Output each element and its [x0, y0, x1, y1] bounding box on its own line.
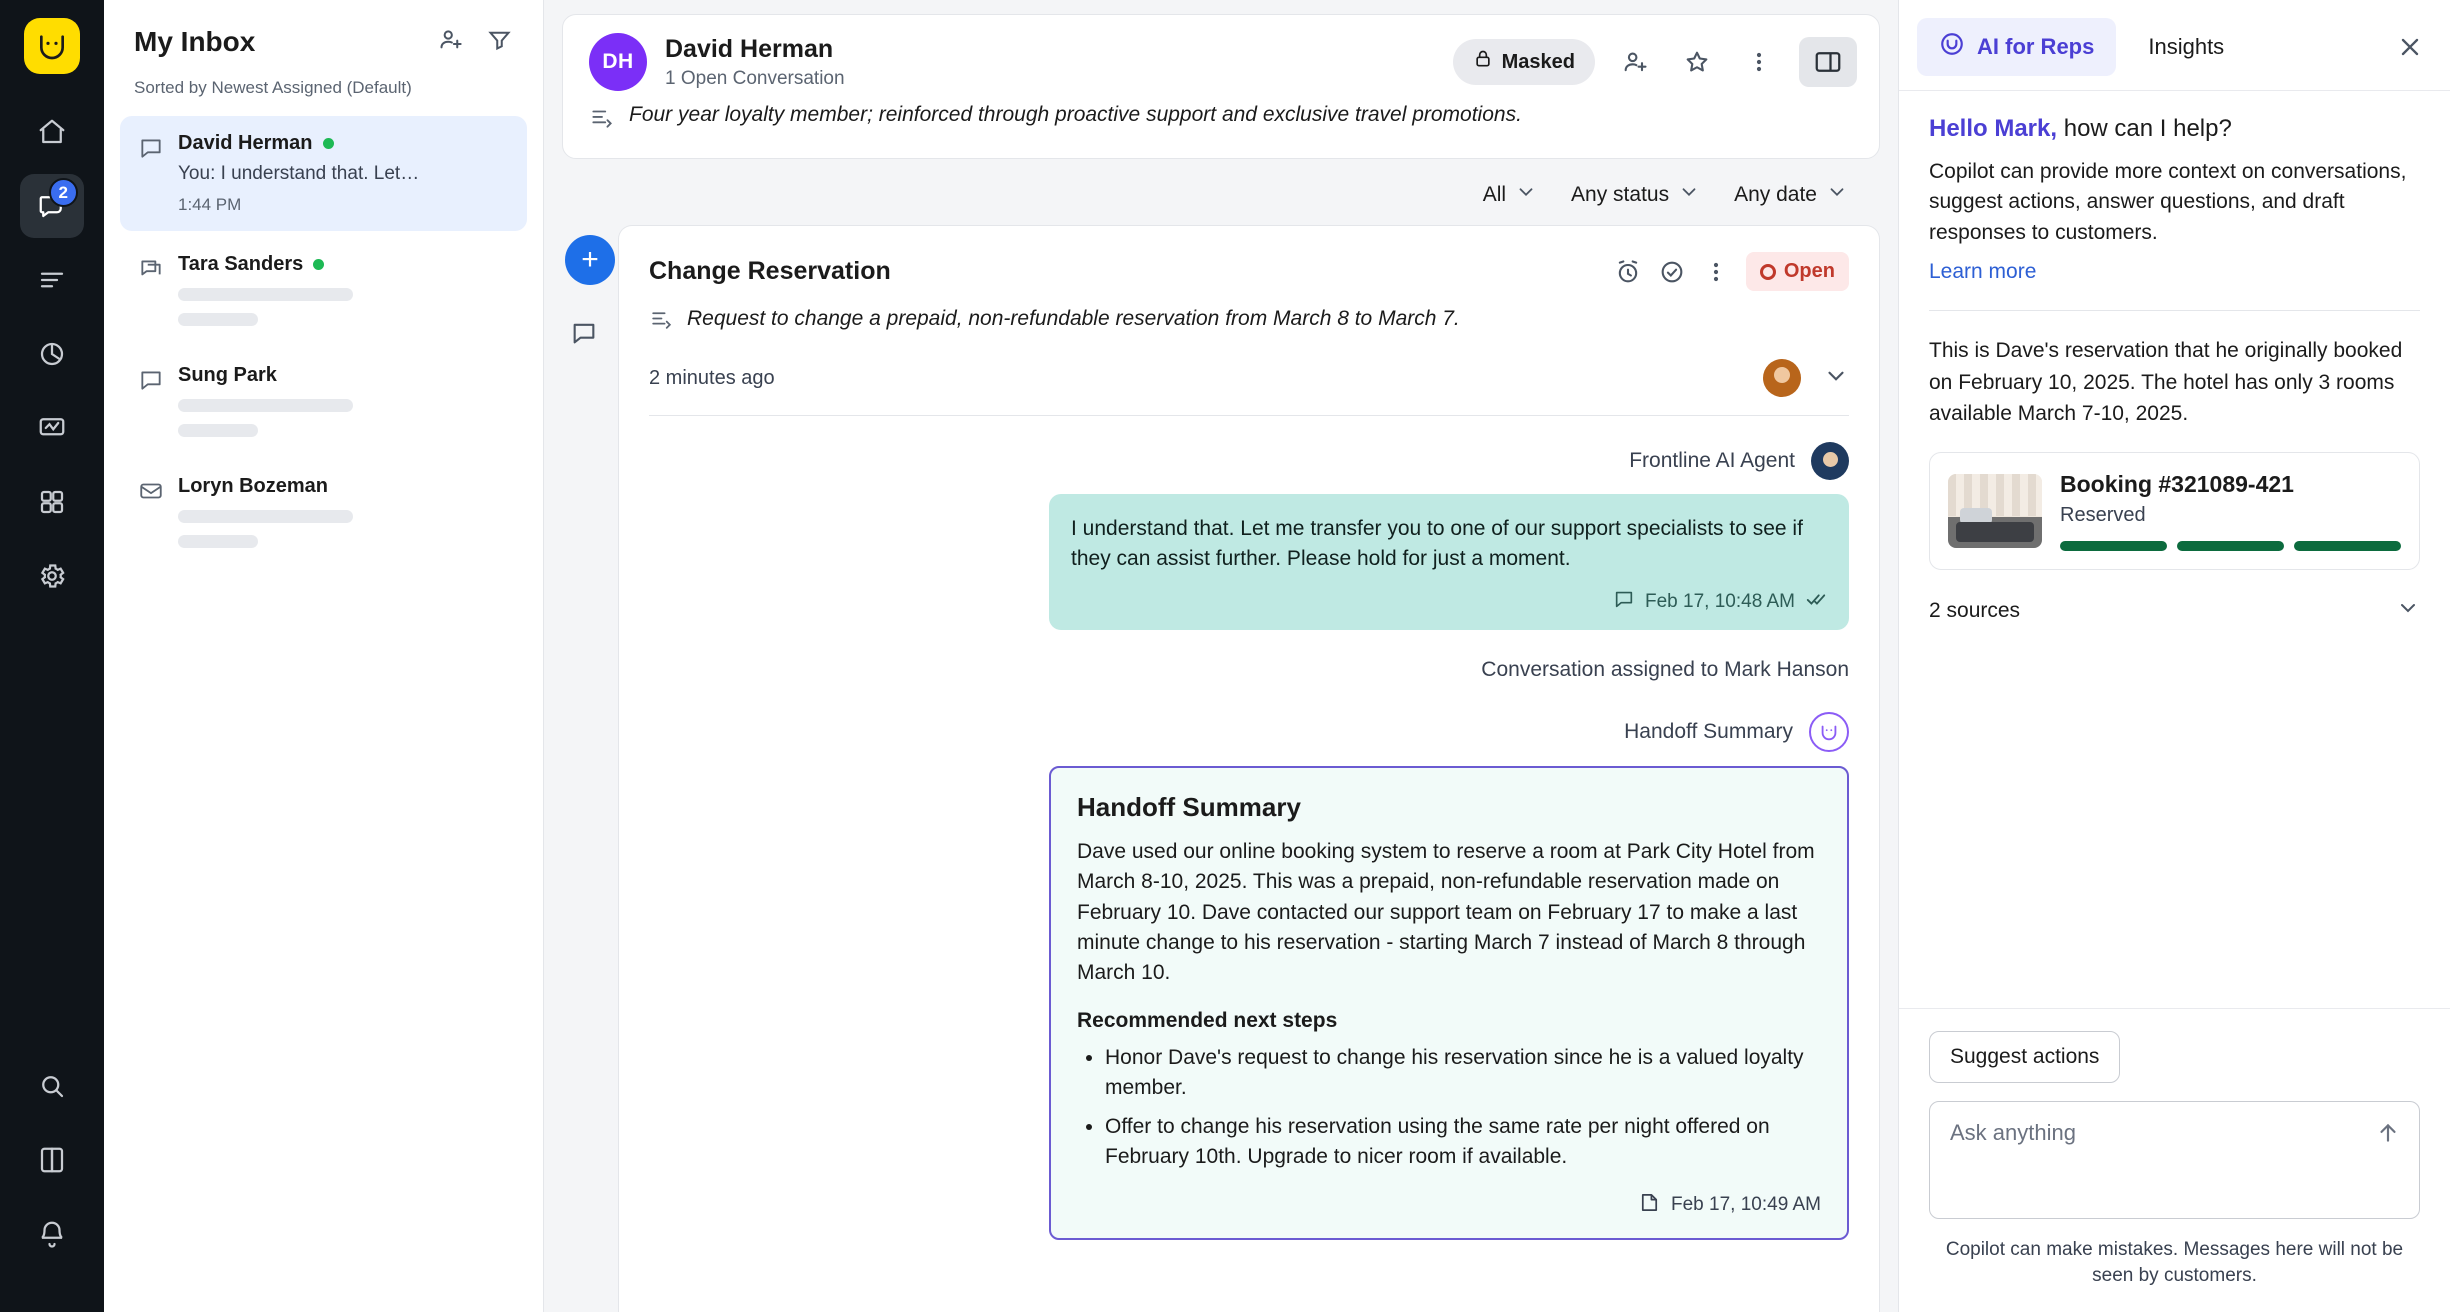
conversation-summary-text: Four year loyalty member; reinforced through proactive support and exclusive travel promotions. [629, 103, 1522, 126]
preview-placeholder-bar [178, 399, 353, 412]
filter-icon[interactable] [486, 26, 513, 58]
learn-more-link[interactable]: Learn more [1929, 260, 2037, 284]
online-status-dot [323, 138, 334, 149]
star-icon[interactable] [1675, 40, 1719, 84]
rail-item-inbox[interactable] [20, 174, 84, 238]
copilot-icon [1809, 712, 1849, 752]
list-item-sung-park[interactable] [120, 348, 527, 453]
thread-title: Change Reservation [649, 257, 891, 285]
online-status-dot [313, 259, 324, 270]
message-sender: Frontline AI Agent [1629, 449, 1795, 472]
handoff-bullet: • Honor Dave's request to change his reservation since he is a valued loyalty member. [1105, 1043, 1821, 1104]
filter-all[interactable] [1483, 181, 1537, 209]
filter-status[interactable] [1571, 181, 1700, 209]
list-item-preview: You: I understand that. Let… [178, 163, 420, 184]
tab-insights[interactable] [2126, 21, 2246, 73]
ask-anything-placeholder: Ask anything [1950, 1119, 2076, 1145]
list-item-name: David Herman [178, 132, 313, 154]
rail-item-knowledge[interactable] [20, 1128, 84, 1192]
open-status-dot [1760, 264, 1776, 280]
sources-toggle[interactable] [1929, 596, 2420, 626]
status-badge-open [1746, 252, 1849, 291]
tab-insights-label: Insights [2148, 34, 2225, 59]
assign-person-icon[interactable] [1613, 40, 1657, 84]
masked-label: Masked [1501, 50, 1575, 73]
inbox-unread-badge: 2 [49, 178, 78, 207]
snooze-icon[interactable] [1614, 258, 1642, 286]
thread-gutter [562, 225, 618, 1312]
filter-status-label: Any status [1571, 183, 1670, 206]
filter-all-label: All [1482, 183, 1507, 206]
copilot-body [1899, 91, 2450, 1008]
copilot-panel [1898, 0, 2450, 1312]
thread-filters [562, 159, 1880, 225]
side-panel-icon[interactable] [1799, 37, 1857, 87]
divider [1929, 310, 2420, 311]
note-icon [1638, 1191, 1661, 1220]
preview-placeholder-bar [178, 288, 353, 301]
system-event: Conversation assigned to Mark Hanson [1481, 657, 1849, 681]
booking-card[interactable] [1929, 452, 2420, 570]
list-item-name: Loryn Bozeman [178, 475, 329, 497]
thread-header [649, 252, 1849, 291]
add-person-icon[interactable] [437, 26, 464, 58]
chevron-down-icon [2396, 596, 2420, 626]
preview-placeholder-bar [178, 510, 353, 523]
chevron-down-icon [1826, 181, 1848, 209]
list-item-tara-sanders[interactable] [120, 237, 527, 342]
list-item-david-herman[interactable] [120, 116, 527, 231]
conversation-header [563, 15, 1879, 103]
new-conversation-button[interactable]: + [565, 235, 615, 285]
open-status-label: Open [1783, 260, 1835, 282]
chat-alt-icon [138, 253, 164, 326]
hotel-room-image [1948, 474, 2042, 548]
list-item-loryn-bozeman[interactable] [120, 459, 527, 564]
thread-subject [649, 307, 1849, 337]
rail-item-reports[interactable] [20, 322, 84, 386]
list-item-name: Tara Sanders [178, 253, 304, 275]
left-nav-rail [0, 0, 104, 1312]
handoff-label: Handoff Summary [1624, 719, 1793, 743]
lock-icon [1473, 49, 1493, 75]
tab-ai-for-reps[interactable] [1917, 18, 2116, 76]
status-badge-masked[interactable] [1453, 39, 1595, 85]
rail-item-notifications[interactable] [20, 1202, 84, 1266]
message-timestamp: Feb 17, 10:48 AM [1645, 590, 1795, 612]
thread-timestamp: 2 minutes ago [649, 366, 775, 389]
list-item-time: 1:44 PM [178, 195, 242, 214]
avatar: DH [589, 33, 647, 91]
chevron-down-icon [1678, 181, 1700, 209]
chat-icon [138, 364, 164, 437]
filter-date-label: Any date [1734, 183, 1817, 206]
chat-icon [138, 132, 164, 215]
rail-bottom-group [20, 1054, 84, 1312]
page-title: David Herman [665, 34, 834, 63]
ask-anything-input[interactable] [1929, 1101, 2420, 1219]
booking-availability-bars [2060, 541, 2401, 551]
suggest-actions-button[interactable]: Suggest actions [1929, 1031, 2120, 1083]
time-placeholder-bar [178, 313, 258, 326]
handoff-subhead: Recommended next steps [1077, 1008, 1338, 1032]
avatar [1763, 359, 1801, 397]
conversation-subtitle: 1 Open Conversation [665, 67, 845, 89]
copilot-footer [1899, 1008, 2450, 1312]
copilot-description: Copilot can provide more context on conversations, suggest actions, answer questions, and draft responses to customers. [1929, 160, 2407, 244]
handoff-label-row [649, 712, 1849, 752]
rail-item-monitor[interactable] [20, 396, 84, 460]
rail-item-search[interactable] [20, 1054, 84, 1118]
summary-icon [589, 103, 615, 136]
rail-item-apps[interactable] [20, 470, 84, 534]
more-vertical-icon[interactable] [1702, 258, 1730, 286]
list-item-name: Sung Park [178, 364, 277, 386]
thread-meta [649, 359, 1849, 416]
copilot-greeting [1929, 115, 2420, 143]
rail-item-home[interactable] [20, 100, 84, 164]
tab-ai-for-reps-label: AI for Reps [1977, 34, 2095, 59]
thread-area [562, 225, 1880, 1312]
booking-title: Booking #321089-421 [2060, 470, 2294, 497]
chat-icon [1613, 588, 1635, 616]
handoff-bullet: • Offer to change his reservation using the same rate per night offered on February 10th. Upgrade to nicer room if available. [1105, 1112, 1821, 1173]
rail-item-lists[interactable] [20, 248, 84, 312]
smiley-logo-icon[interactable] [24, 18, 80, 74]
close-icon[interactable] [2390, 27, 2430, 67]
booking-status: Reserved [2060, 503, 2146, 526]
thread-subject-text: Request to change a prepaid, non-refundable reservation from March 8 to March 7. [687, 307, 1460, 330]
mail-icon [138, 475, 164, 548]
message-bubble [1049, 494, 1849, 630]
conversation-header-card [562, 14, 1880, 159]
handoff-bullet-list [1105, 1043, 1821, 1173]
handoff-timestamp: Feb 17, 10:49 AM [1671, 1194, 1821, 1216]
message-agent [649, 442, 1849, 630]
check-circle-icon[interactable] [1658, 258, 1686, 286]
copilot-greeting-name: Hello Mark, [1929, 115, 2058, 142]
inbox-header-actions [437, 26, 513, 58]
inbox-header [104, 0, 543, 64]
copilot-icon [1939, 31, 1965, 63]
more-vertical-icon[interactable] [1737, 40, 1781, 84]
inbox-panel [104, 0, 544, 1312]
handoff-summary-card [1049, 766, 1849, 1240]
handoff-title: Handoff Summary [1077, 791, 1301, 822]
sources-label: 2 sources [1929, 598, 2021, 622]
filter-date[interactable] [1734, 181, 1848, 209]
conversation-panel [544, 0, 1898, 1312]
rail-item-settings[interactable] [20, 544, 84, 608]
copilot-answer: This is Dave's reservation that he originally booked on February 10, 2025. The hotel has only 3 rooms available March 7-10, 2025. [1929, 339, 2403, 426]
conversation-summary [563, 103, 1879, 158]
copilot-greeting-rest: how can I help? [2057, 115, 2232, 142]
arrow-up-icon[interactable] [2375, 1120, 2401, 1151]
message-text: I understand that. Let me transfer you to one of our support specialists to see if they can assist further. Please hold for just a moment. [1071, 517, 1803, 570]
inbox-title: My Inbox [134, 26, 256, 57]
avatar [1811, 442, 1849, 480]
summary-icon [649, 307, 674, 337]
chevron-down-icon[interactable] [1823, 363, 1849, 394]
comment-icon[interactable] [570, 319, 618, 352]
time-placeholder-bar [178, 535, 258, 548]
inbox-sort-label[interactable]: Sorted by Newest Assigned (Default) [134, 78, 412, 97]
time-placeholder-bar [178, 424, 258, 437]
thread-card [618, 225, 1880, 1312]
handoff-paragraph: Dave used our online booking system to reserve a room at Park City Hotel from March 8-10, 2025. This was a prepaid, non-refundable reservation made on February 10. Dave contacted our support team on February 17 to make a last minute change to his reservation - starting March 7 instead of March 8 through March 10. [1077, 839, 1815, 985]
copilot-tabs [1899, 0, 2450, 91]
double-check-icon [1805, 588, 1827, 616]
chevron-down-icon [1515, 181, 1537, 209]
copilot-disclaimer: Copilot can make mistakes. Messages here will not be seen by customers. [1945, 1238, 2404, 1287]
